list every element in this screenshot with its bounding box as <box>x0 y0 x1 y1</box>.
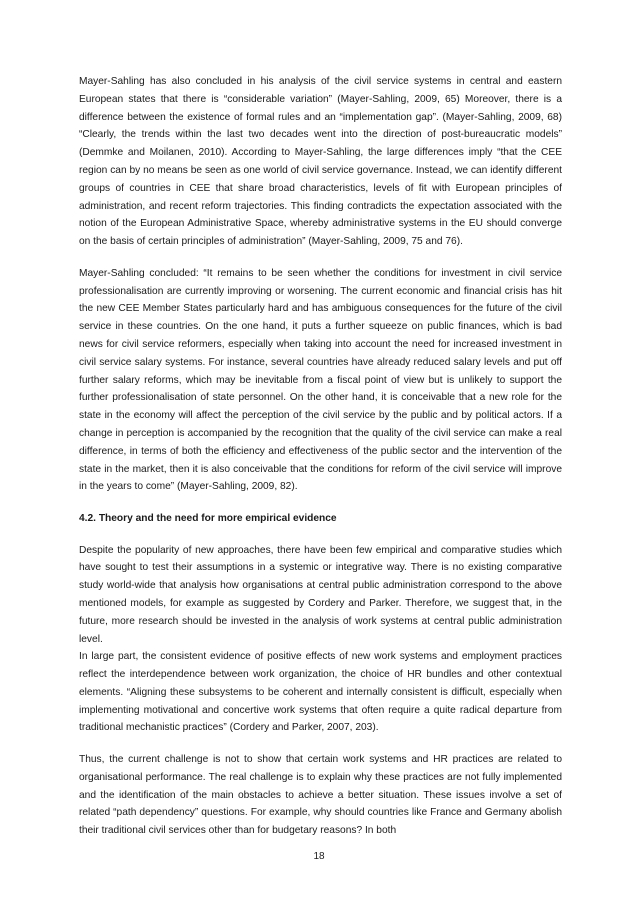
paragraph-empirical-studies: Despite the popularity of new approaches, there have been few empirical and comparative studies which have sought to test their assumptions in a systemic or integrative way. There is no existing comparative study world-wide that analysis how organisations at central public administration correspond to the above mentioned models, for example as suggested by Cordery and Parker. Therefore, we suggest that, in the future, more research should be invested in the analysis of work systems at central public administration level. <box>79 544 562 645</box>
page-number: 18 <box>313 851 325 862</box>
paragraph-mayer-sahling-conclusion: Mayer-Sahling concluded: “It remains to be seen whether the conditions for investment in civil service professionalisation are currently improving or worsening. The current economic and financial crisis has hit the new CEE Member States particularly hard and has ambiguous consequences for the future of the civil service in these countries. On the one hand, it puts a further squeeze on public finances, which is bad news for civil service reformers, especially when taking into account the need for increased investment in civil service salary systems. For instance, several countries have already reduced salary levels and put off further salary reforms, which may be inevitable from a fiscal point of view but is unlikely to support the further professionalisation of state personnel. On the other hand, it is conceivable that a new role for the state in the economy will affect the perception of the civil service by the public and by political actors. If a change in perception is accompanied by the recognition that the quality of the civil service can make a real difference, in terms of both the efficiency and effectiveness of the public sector and the intervention of the state in the market, then it is also conceivable that the conditions for reform of the civil service will improve in the years to come” (Mayer-Sahling, 2009, 82). <box>79 267 562 493</box>
paragraph-mayer-sahling-variation: Mayer-Sahling has also concluded in his analysis of the civil service systems in central and eastern European states that there is “considerable variation” (Mayer-Sahling, 2009, 65) Moreover, there is a difference between the existence of formal rules and an “implementation gap”. (Mayer-Sahling, 2009, 68) “Clearly, the trends within the last two decades went into the direction of post-bureaucratic models” (Demmke and Moilanen, 2010). According to Mayer-Sahling, the large differences imply “that the CEE region can by no means be seen as one world of civil service governance. Instead, we can identify different groups of countries in CEE that share broad characteristics, levels of fit with European principles of administration, and recent reform trajectories. This finding contradicts the expectation associated with the notion of the European Administrative Space, whereby administrative systems in the EU should converge on the basis of certain principles of administration” (Mayer-Sahling, 2009, 75 and 76). <box>79 76 562 248</box>
section-heading: 4.2. Theory and the need for more empirical evidence <box>79 512 337 524</box>
paragraph-current-challenge: Thus, the current challenge is not to show that certain work systems and HR practices are related to organisational performance. The real challenge is to explain why these practices are not fully implemented and the identification of the main obstacles to achieve a better situation. These issues involve a set of related “path dependency” questions. For example, why should countries like France and Germany abolish their traditional civil services other than for budgetary reasons? In both <box>79 754 562 837</box>
paragraph-work-systems-evidence: In large part, the consistent evidence of positive effects of new work systems and employment practices reflect the interdependence between work organization, the choice of HR bundles and other contextual elements. “Aligning these subsystems to be coherent and internally consistent is difficult, especially when implementing motivational and concertive work systems that often require a quite radical departure from traditional mechanistic practices” (Cordery and Parker, 2007, 203). <box>79 651 562 734</box>
page-body <box>79 73 562 854</box>
